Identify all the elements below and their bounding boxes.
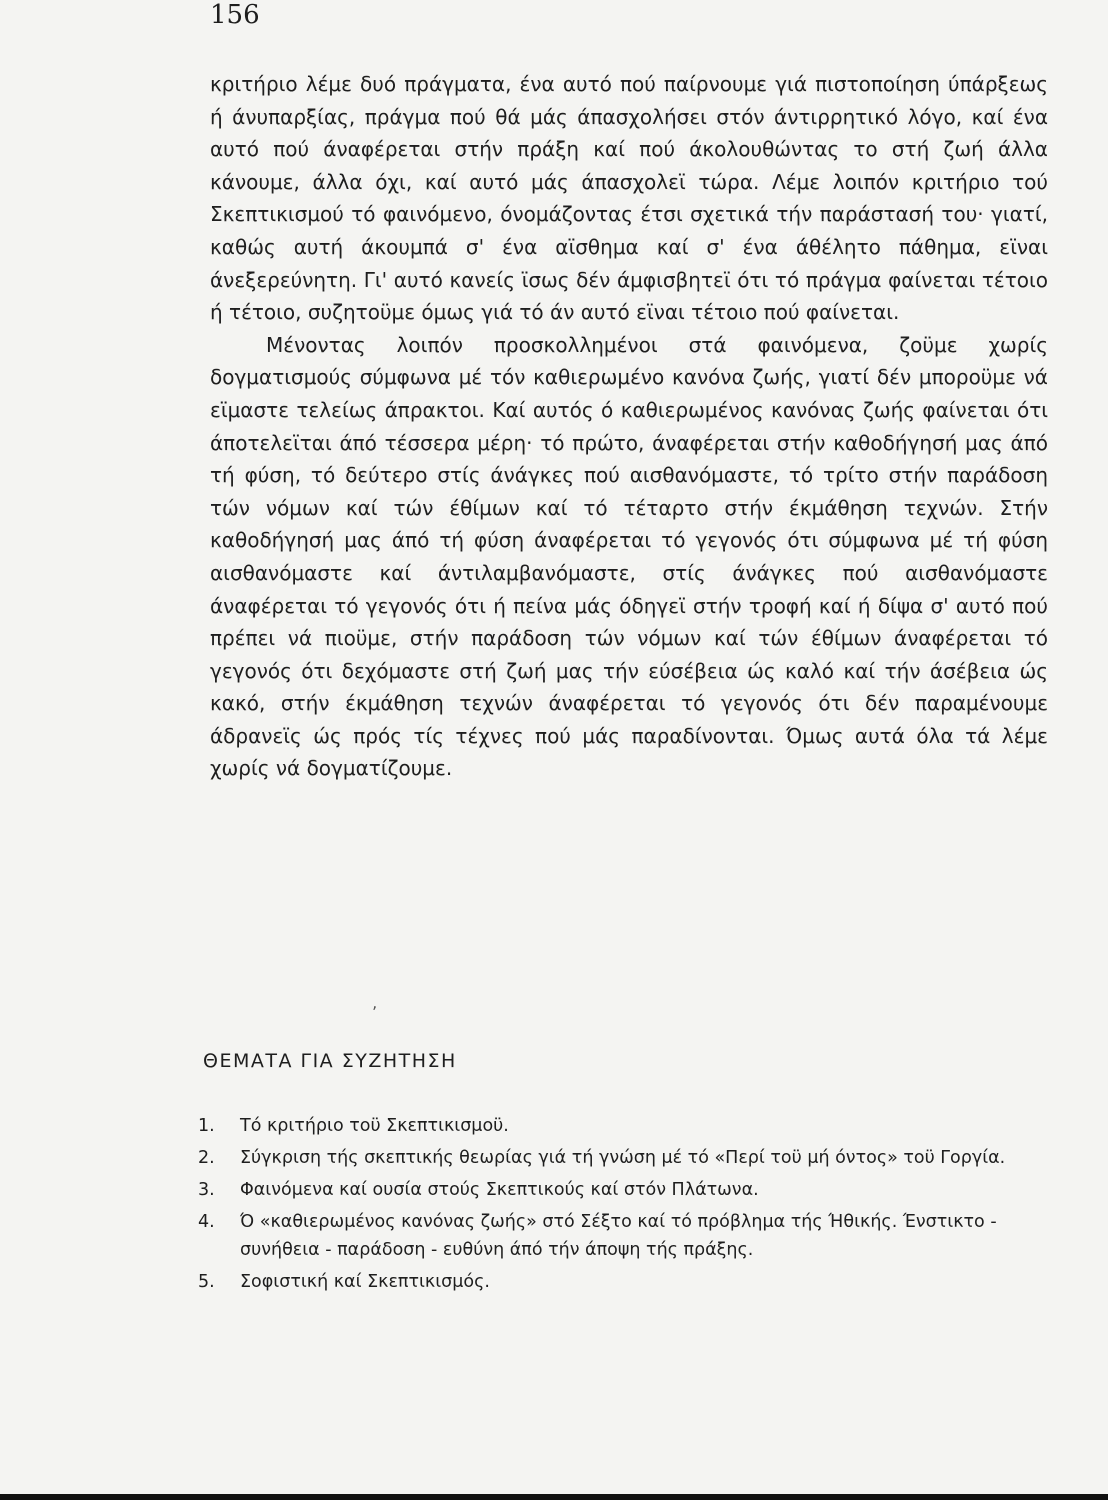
list-item — [198, 1112, 1048, 1140]
page-number: 156 — [210, 0, 260, 30]
topic-text: Ό «καθιερωμένος κανόνας ζωής» στό Σέξτο καί τό πρόβλημα τής Ήθικής. Ένστικτο - συνήθεια - παράδοση - ευθύνη άπό τήν άποψη τής πράξης. — [240, 1212, 997, 1260]
list-item — [198, 1268, 1048, 1296]
list-item — [198, 1176, 1048, 1204]
topic-text: Φαινόμενα καί ουσία στούς Σκεπτικούς καί στόν Πλάτωνα. — [240, 1180, 759, 1200]
discussion-topics-list — [198, 1112, 1048, 1300]
paragraph-rule-of-life: Μένοντας λοιπόν προσκολλημένοι στά φαινόμενα, ζοϋμε χωρίς δογματισμούς σύμφωνα μέ τόν καθιερωμένο κανόνα ζωής, γιατί δέν μποροϋμε νά εϊμαστε τελείως άπρακτοι. Καί αυτός ό καθιερωμένος κανόνας ζωής φαίνεται ότι άποτελεϊται άπό τέσσερα μέρη· τό πρώτο, άναφέρεται στήν καθοδήγησή μας άπό τή φύση, τό δεύτερο στίς άνάγκες πού αισθανόμαστε, τό τρίτο στήν παράδοση τών νόμων καί τών έθίμων καί τό τέταρτο στήν έκμάθηση τεχνών. Στήν καθοδήγησή μας άπό τή φύση άναφέρεται τό γεγονός ότι σύμφωνα μέ τή φύση αισθανόμαστε καί άντιλαμβανόμαστε, στίς άνάγκες πού αισθανόμαστε άναφέρεται τό γεγονός ότι ή πείνα μάς όδηγεϊ στήν τροφή καί ή δίψα σ' αυτό πού πρέπει νά πιοϋμε, στήν παράδοση τών νόμων καί τών έθίμων άναφέρεται τό γεγονός ότι δεχόμαστε στή ζωή μας τήν εύσέβεια ώς καλό καί τήν άσέβεια ώς κακό, στήν έκμάθηση τεχνών άναφέρεται τό γεγονός ότι δέν παραμένουμε άδρανεϊς ώς πρός τίς τέχνες πού μάς παραδίνονται. Όμως αυτά όλα τά λέμε χωρίς νά δογματίζουμε. — [210, 332, 1048, 781]
topic-text: Σύγκριση τής σκεπτικής θεωρίας γιά τή γνώση μέ τό «Περί τοϋ μή όντος» τοϋ Γοργία. — [240, 1148, 1006, 1168]
topic-number: 3. — [198, 1180, 215, 1200]
body-text — [210, 68, 1048, 785]
topic-number: 5. — [198, 1272, 215, 1292]
paragraph-criterion: κριτήριο λέμε δυό πράγματα, ένα αυτό πού παίρνουμε γιά πιστοποίηση ύπάρξεως ή άνυπαρξίας, πράγμα πού θά μάς άπασχολήσει στόν άντιρρητικό λόγο, καί ένα αυτό πού άναφέρεται στήν πράξη καί πού άκολουθώντας το στή ζωή άλλα κάνουμε, άλλα όχι, καί αυτό μάς άπασχολεϊ τώρα. Λέμε λοιπόν κριτήριο τού Σκεπτικισμού τό φαινόμενο, όνομάζοντας έτσι σχετικά τήν παράστασή του· γιατί, καθώς αυτή άκουμπά σ' ένα αϊσθημα καί σ' ένα άθέλητο πάθημα, εϊναι άνεξερεύνητη. Γι' αυτό κανείς ϊσως δέν άμφισβητεϊ ότι τό πράγμα φαίνεται τέτοιο ή τέτοιο, συζητοϋμε όμως γιά τό άν αυτό εϊναι τέτοιο πού φαίνεται. — [210, 72, 1048, 325]
topic-text: Τό κριτήριο τοϋ Σκεπτικισμοϋ. — [240, 1116, 509, 1136]
topic-number: 4. — [198, 1212, 215, 1232]
list-item — [198, 1208, 1048, 1264]
scan-bottom-edge — [0, 1494, 1108, 1500]
list-item — [198, 1144, 1048, 1172]
topic-text: Σοφιστική καί Σκεπτικισμός. — [240, 1272, 490, 1292]
topic-number: 1. — [198, 1116, 215, 1136]
section-heading: ΘΕΜΑΤΑ ΓΙΑ ΣΥΖΗΤΗΣΗ — [203, 1050, 457, 1072]
topic-number: 2. — [198, 1148, 215, 1168]
stray-mark: ʼ — [372, 1003, 378, 1022]
